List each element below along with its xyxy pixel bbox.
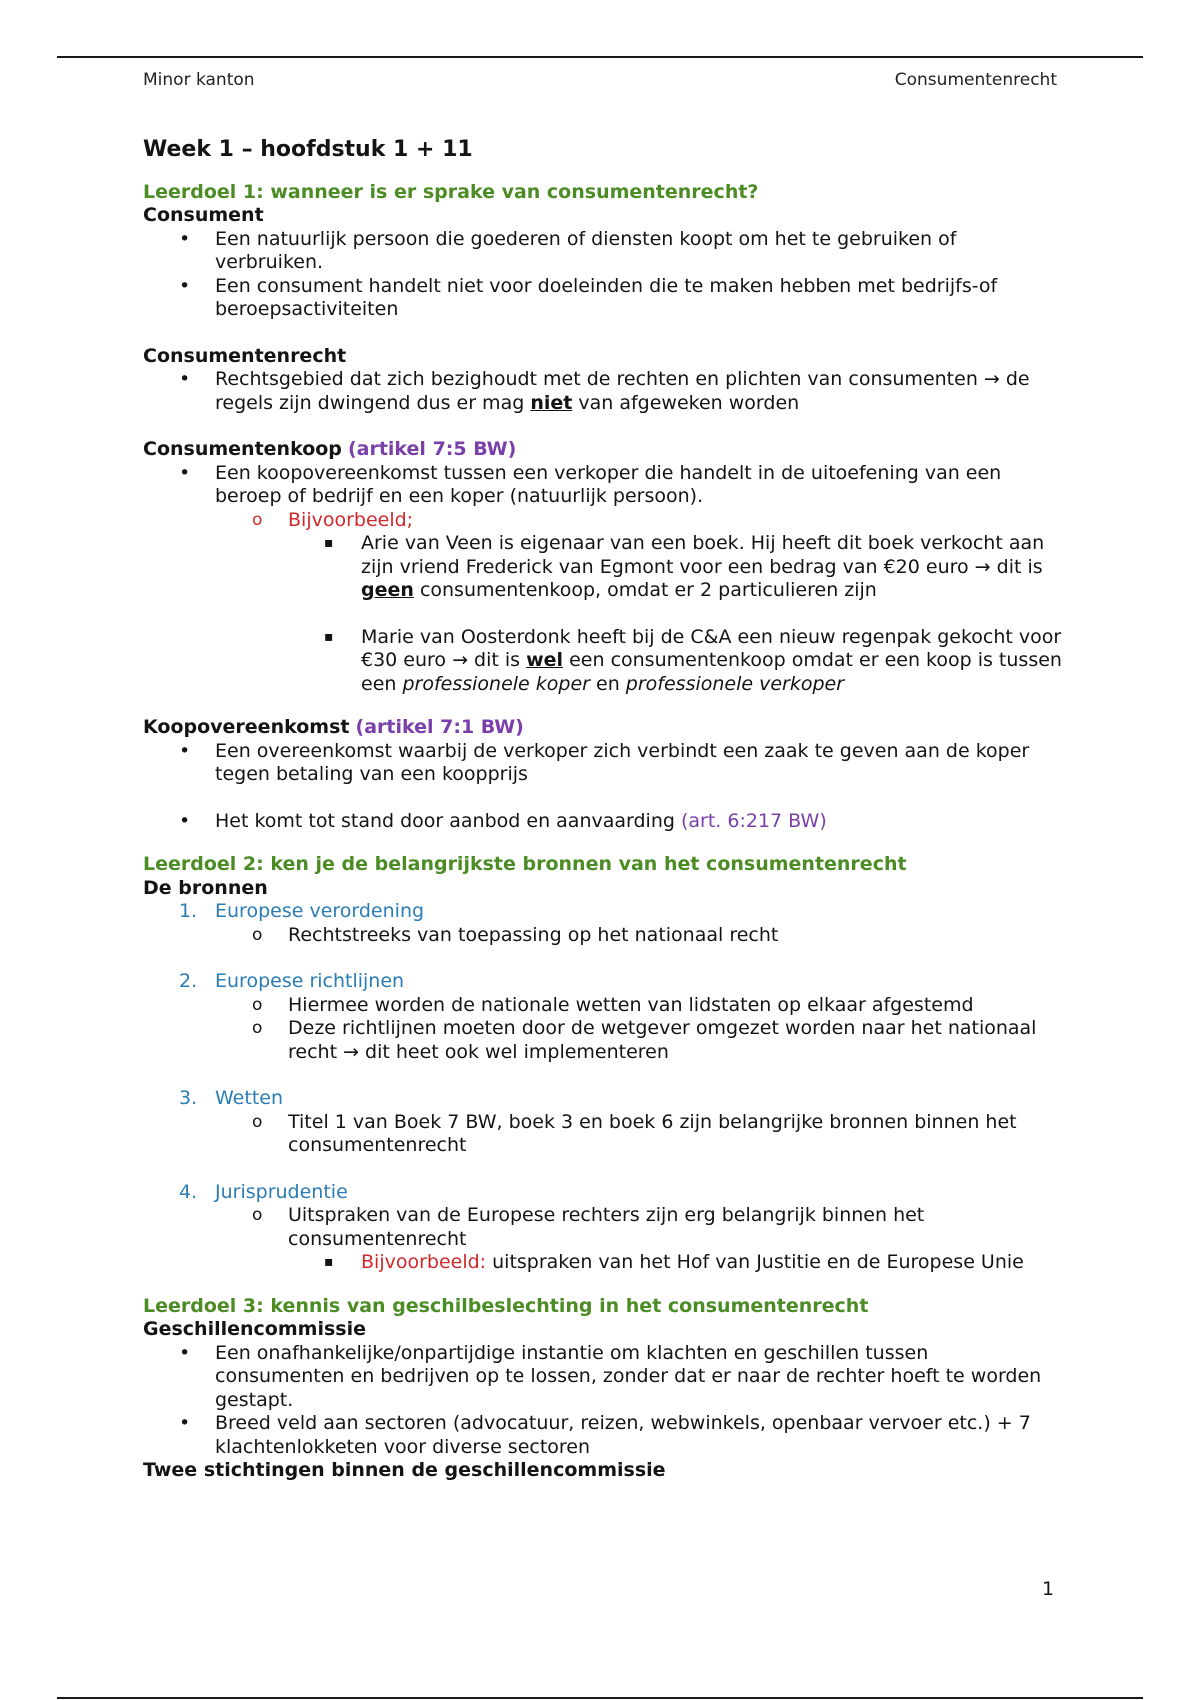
- list-item: • Een koopovereenkomst tussen een verkoper die handelt in de uitoefening van een beroep of bedrijf en een koper (natuurlijk persoon).: [179, 461, 1002, 507]
- list-item: ▪ Bijvoorbeeld: uitspraken van het Hof van Justitie en de Europese Unie: [324, 1251, 1024, 1273]
- list-item: ▪ Arie van Veen is eigenaar van een boek. Hij heeft dit boek verkocht aan zijn vriend Frederick van Egmont voor een bedrag van €20 euro → dit is geen consumentenkoop, omdat er 2 particulieren zijn: [324, 532, 1045, 601]
- numbered-item: 1. Europese verordening: [179, 900, 425, 922]
- section-heading-bronnen: De bronnen: [143, 876, 268, 899]
- list-item: • Een natuurlijk persoon die goederen of diensten koopt om het te gebruiken of verbruiken.: [179, 227, 957, 273]
- list-item: o Deze richtlijnen moeten door de wetgever omgezet worden naar het nationaal recht → dit heet ook wel implementeren: [252, 1017, 1037, 1063]
- numbered-item: 3. Wetten: [179, 1087, 283, 1109]
- numbered-item: 4. Jurisprudentie: [179, 1180, 348, 1203]
- header-right: Consumentenrecht: [894, 70, 1057, 90]
- list-item: • Een onafhankelijke/onpartijdige instantie om klachten en geschillen tussen consumenten en bedrijven op te lossen, zonder dat er naar de rechter hoeft te worden gestapt.: [179, 1341, 1042, 1411]
- learning-goal-2: Leerdoel 2: ken je de belangrijkste bronnen van het consumentenrecht: [143, 853, 907, 875]
- learning-goal-1: Leerdoel 1: wanneer is er sprake van consumentenrecht?: [143, 180, 759, 203]
- footer-rule: [57, 1697, 1143, 1699]
- list-item: • Breed veld aan sectoren (advocatuur, reizen, webwinkels, openbaar vervoer etc.) + 7 klachtenlokketen voor diverse sectoren: [179, 1412, 1031, 1458]
- page-number: 1: [1042, 1578, 1055, 1600]
- list-item: o Hiermee worden de nationale wetten van lidstaten op elkaar afgestemd: [252, 993, 974, 1016]
- list-item: o Titel 1 van Boek 7 BW, boek 3 en boek 6 zijn belangrijke bronnen binnen het consumentenrecht: [252, 1110, 1017, 1156]
- section-heading-consumentenrecht: Consumentenrecht: [143, 344, 347, 367]
- list-item: o Uitspraken van de Europese rechters zijn erg belangrijk binnen het consumentenrecht: [252, 1204, 925, 1250]
- page-title: Week 1 – hoofdstuk 1 + 11: [143, 137, 473, 162]
- list-item: • Een consument handelt niet voor doeleinden die te maken hebben met bedrijfs-of beroepsactiviteiten: [179, 274, 998, 320]
- list-item: • Rechtsgebied dat zich bezighoudt met de rechten en plichten van consumenten → de regels zijn dwingend dus er mag niet van afgeweken worden: [179, 368, 1030, 414]
- section-heading-koopovereenkomst: Koopovereenkomst (artikel 7:1 BW): [143, 716, 524, 738]
- example-label: o Bijvoorbeeld;: [252, 508, 414, 531]
- section-heading-geschillencommissie: Geschillencommissie: [143, 1318, 366, 1340]
- section-heading-consument: Consument: [143, 204, 264, 226]
- list-item: • Het komt tot stand door aanbod en aanvaarding (art. 6:217 BW): [179, 809, 827, 832]
- list-item: • Een overeenkomst waarbij de verkoper zich verbindt een zaak te geven aan de koper tegen betaling van een koopprijs: [179, 739, 1030, 785]
- numbered-item: 2. Europese richtlijnen: [179, 970, 405, 992]
- document-body: [143, 138, 1063, 1483]
- header-rule: [57, 56, 1143, 58]
- learning-goal-3: Leerdoel 3: kennis van geschilbeslechting in het consumentenrecht: [143, 1294, 869, 1317]
- list-item: o Rechtstreeks van toepassing op het nationaal recht: [252, 923, 779, 946]
- section-heading-stichtingen: Twee stichtingen binnen de geschillencommissie: [143, 1459, 666, 1481]
- header-left: Minor kanton: [143, 70, 255, 90]
- list-item: ▪ Marie van Oosterdonk heeft bij de C&A een nieuw regenpak gekocht voor €30 euro → dit is wel een consumentenkoop omdat er een koop is tussen een professionele koper en professionele verkoper: [324, 625, 1062, 695]
- section-heading-consumentenkoop: Consumentenkoop (artikel 7:5 BW): [143, 438, 517, 460]
